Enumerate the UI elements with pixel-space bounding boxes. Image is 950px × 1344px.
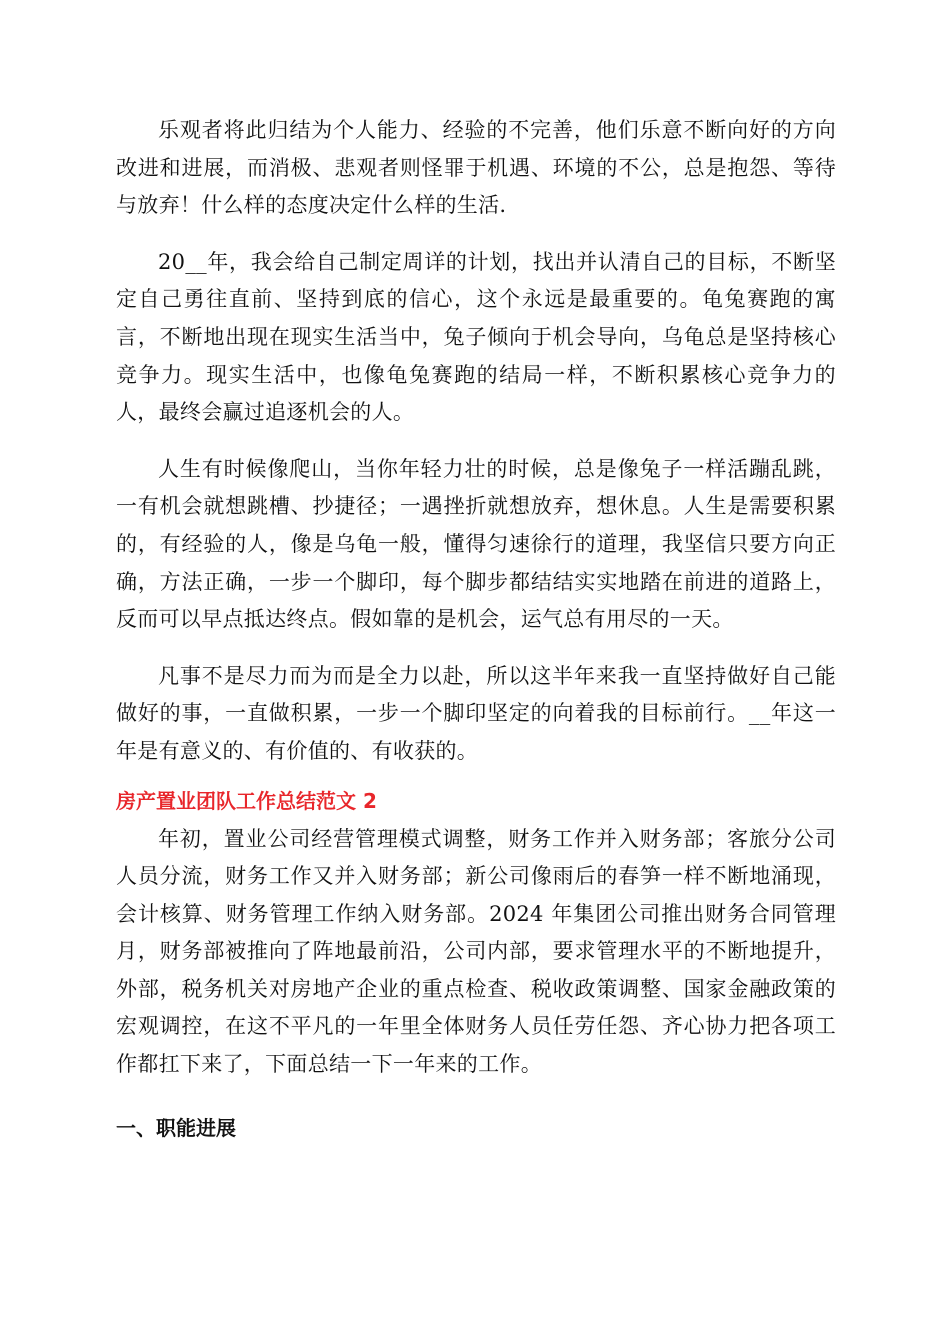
section-paragraph: 年初，置业公司经营管理模式调整，财务工作并入财务部；客旅分公司人员分流，财务工作又并入财务部；新公司像雨后的春笋一样不断地涌现，会计核算、财务管理工作纳入财务部。2024 年集团公司推出财务合同管理月，财务部被推向了阵地最前沿，公司内部，要求管理水平的不断地提升，外部，税务机关对房地产企业的重点检查、税收政策调整、国家金融政策的宏观调控，在这不平凡的一年里全体财务人员任劳任怨、齐心协力把各项工作都扛下来了，下面总结一下一年来的工作。 [116,826,836,1077]
section-title: 房产置业团队工作总结范文 2 [116,788,377,813]
paragraph-effort: 凡事不是尽力而为而是全力以赴，所以这半年来我一直坚持做好自己能做好的事，一直做积累，一步一个脚印坚定的向着我的目标前行。__年这一年是有意义的、有价值的、有收获的。 [116,663,836,763]
paragraph-attitude: 乐观者将此归结为个人能力、经验的不完善，他们乐意不断向好的方向改进和进展，而消极、悲观者则怪罪于机遇、环境的不公，总是抱怨、等待与放弃！什么样的态度决定什么样的生活. [116,118,836,218]
subsection-title: 一、职能进展 [116,1115,236,1140]
document-body [116,112,836,1146]
paragraph-plan: 20__年，我会给自己制定周详的计划，找出并认清自己的目标，不断坚定自己勇往直前、坚持到底的信心，这个永远是最重要的。龟兔赛跑的寓言，不断地出现在现实生活当中，兔子倾向于机会导向，乌龟总是坚持核心竞争力。现实生活中，也像龟兔赛跑的结局一样，不断积累核心竞争力的人，最终会赢过追逐机会的人。 [116,249,836,425]
paragraph-climbing: 人生有时候像爬山，当你年轻力壮的时候，总是像兔子一样活蹦乱跳，一有机会就想跳槽、抄捷径；一遇挫折就想放弃，想休息。人生是需要积累的，有经验的人，像是乌龟一般，懂得匀速徐行的道理，我坚信只要方向正确，方法正确，一步一个脚印，每个脚步都结结实实地踏在前进的道路上，反而可以早点抵达终点。假如靠的是机会，运气总有用尽的一天。 [116,456,836,632]
